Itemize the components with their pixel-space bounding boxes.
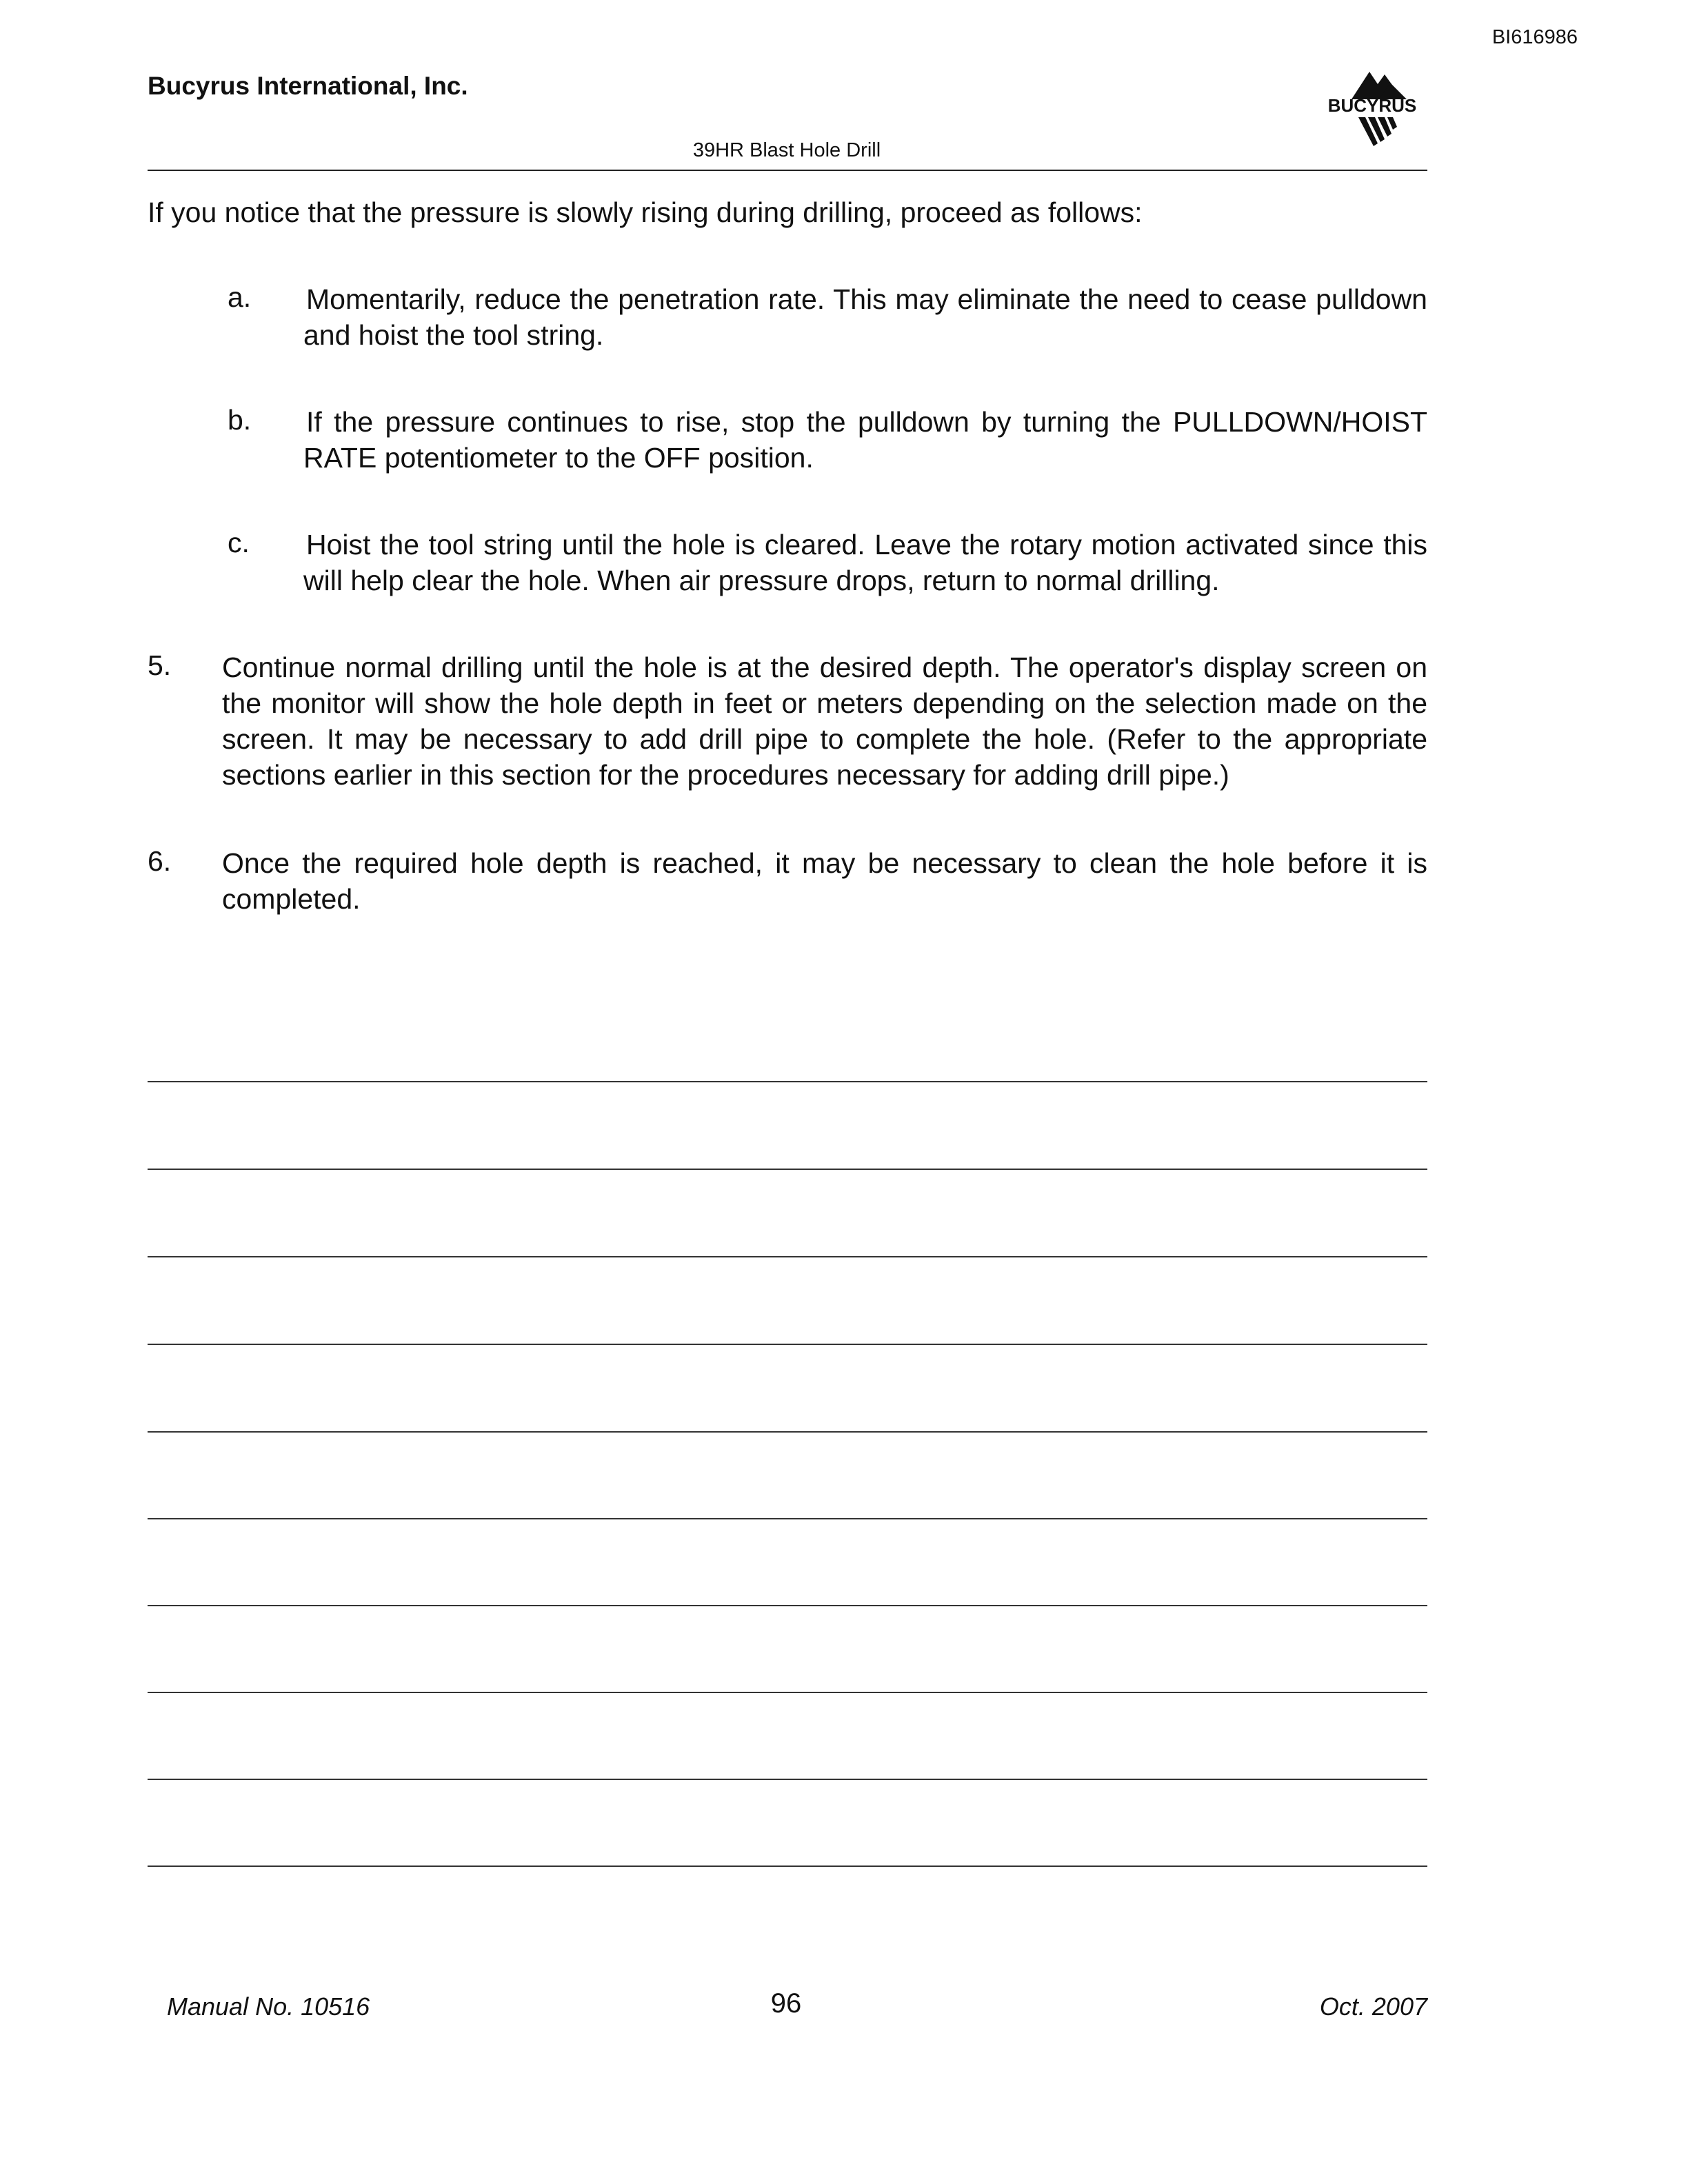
notes-line (148, 1256, 1427, 1257)
notes-line (148, 1431, 1427, 1433)
notes-line (148, 1081, 1427, 1082)
notes-line (148, 1692, 1427, 1693)
notes-line (148, 1344, 1427, 1345)
footer-manual-number: Manual No. 10516 (167, 1992, 370, 2021)
notes-line (148, 1779, 1427, 1780)
header-divider (148, 170, 1427, 171)
notes-line (148, 1518, 1427, 1519)
notes-line (148, 1866, 1427, 1867)
notes-line (148, 1169, 1427, 1170)
intro-paragraph: If you notice that the pressure is slowly rising during drilling, proceed as follows: (148, 196, 1143, 228)
step-6-label: 6. (148, 845, 172, 877)
document-subtitle: 39HR Blast Hole Drill (692, 139, 881, 161)
notes-line (148, 1605, 1427, 1606)
logo-text: BUCYRUS (1327, 95, 1417, 116)
substep-b-text: If the pressure continues to rise, stop the pulldown by turning the PULLDOWN/HOIST RATE potentiometer to the OFF position. (303, 406, 1427, 474)
step-5-text: Continue normal drilling until the hole is at the desired depth. The operator's display screen on the monitor will show the hole depth in feet or meters depending on the selection made on the screen. It may be necessary to add drill pipe to complete the hole. (Refer to the appropriate sections earlier in this section for the procedures necessary for adding drill pipe.) (222, 651, 1427, 791)
step-5-label: 5. (148, 649, 172, 681)
substep-a-text: Momentarily, reduce the penetration rate. This may eliminate the need to cease pulldown and hoist the tool string. (303, 283, 1427, 351)
substep-a-label: a. (228, 281, 252, 313)
footer-page-number: 96 (770, 1988, 802, 2019)
substep-c-text: Hoist the tool string until the hole is cleared. Leave the rotary motion activated since this will help clear the hole. When air pressure drops, return to normal drilling. (303, 529, 1427, 596)
step-6-text: Once the required hole depth is reached, it may be necessary to clean the hole before it is completed. (222, 847, 1427, 915)
substep-b-label: b. (228, 404, 252, 436)
company-name: Bucyrus International, Inc. (148, 72, 468, 100)
footer-date: Oct. 2007 (1319, 1992, 1427, 2021)
substep-c-label: c. (228, 527, 250, 558)
document-id: BI616986 (1491, 26, 1578, 48)
